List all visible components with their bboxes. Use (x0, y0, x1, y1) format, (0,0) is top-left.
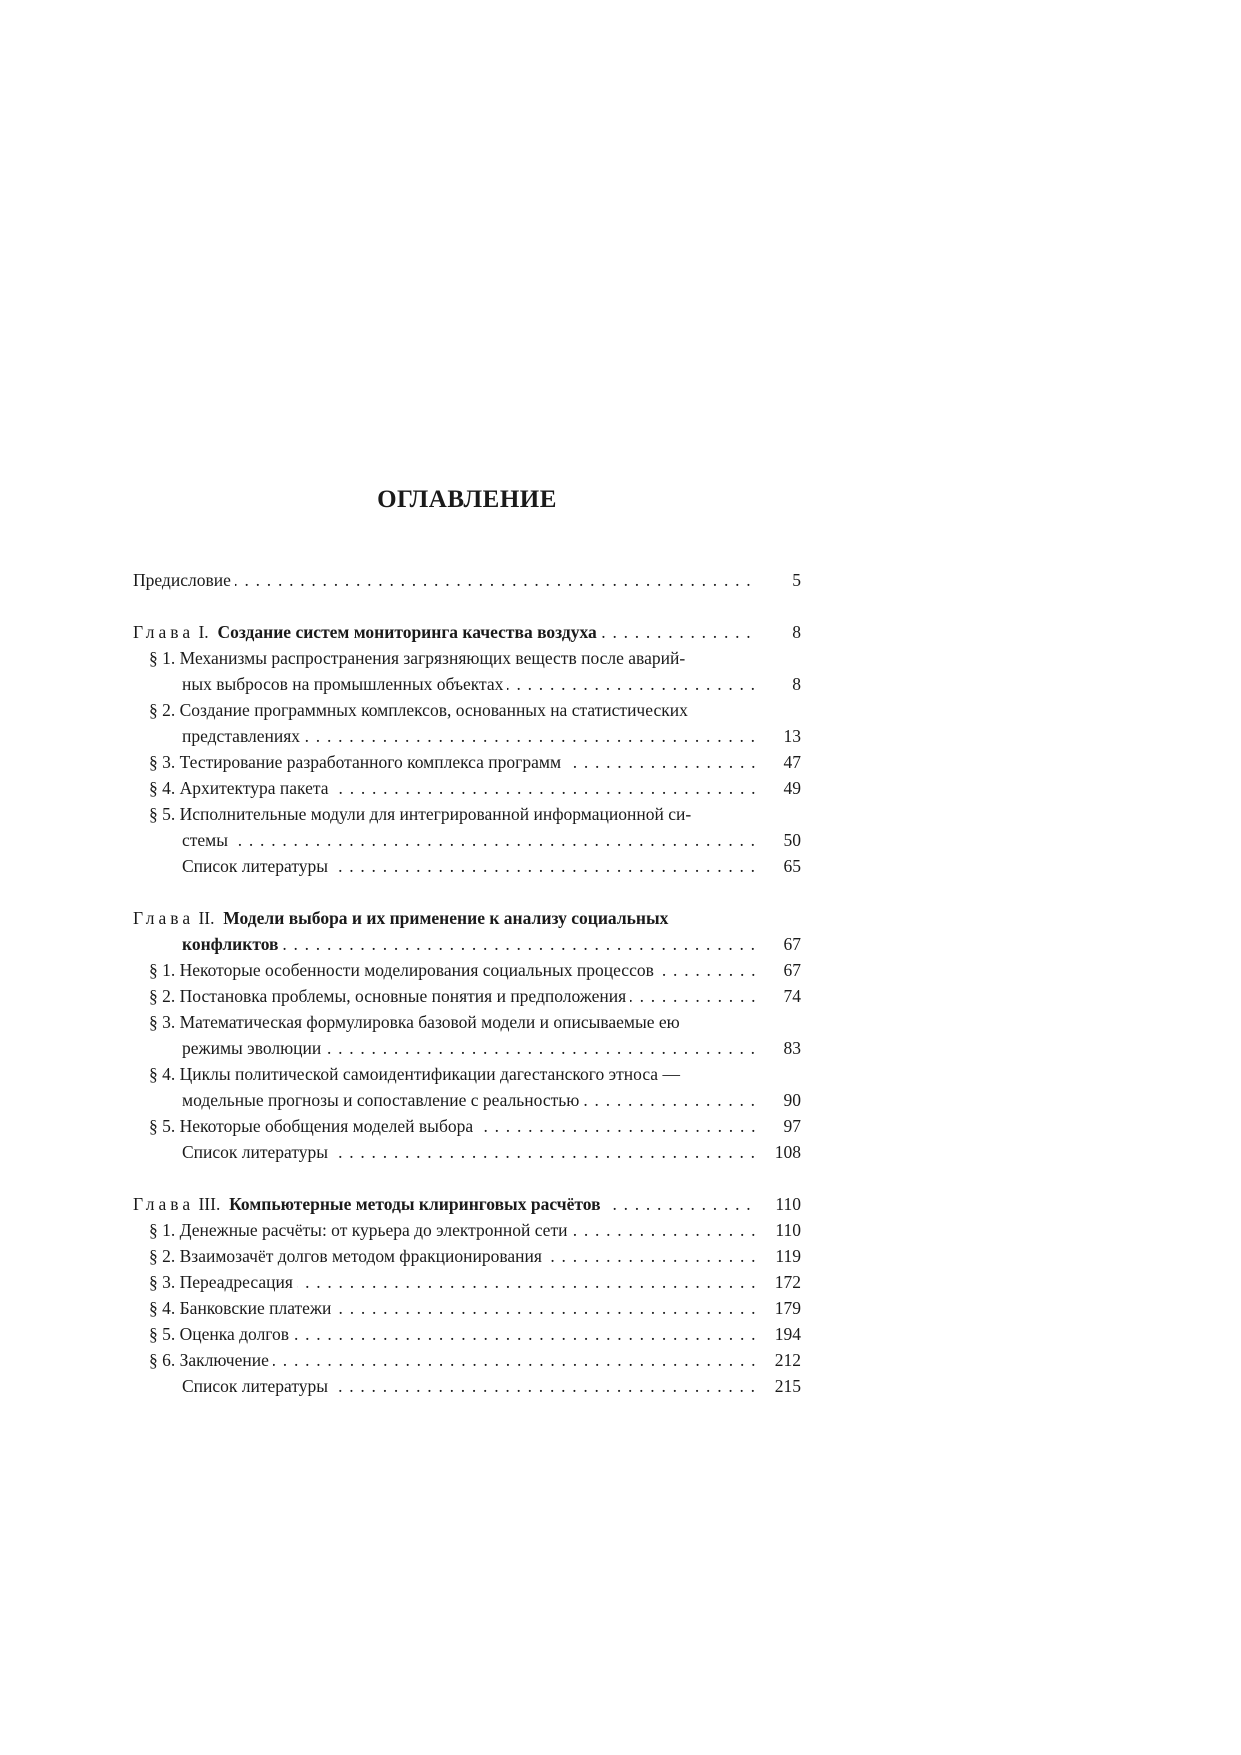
literature-label: Список литературы (182, 856, 332, 876)
chapter-title-cont: конфликтов (182, 934, 282, 954)
section-number: § 1. (149, 1220, 176, 1240)
toc-page-number: 172 (774, 1272, 801, 1292)
toc-page-number: 67 (783, 960, 801, 980)
section-title-cont: модельные прогнозы и сопоставление с реальностью (182, 1090, 583, 1110)
toc-page-number: 110 (775, 1220, 801, 1240)
section-title: Банковские платежи (179, 1298, 332, 1318)
toc-section[interactable] (133, 983, 801, 1009)
toc-section[interactable] (133, 1321, 801, 1347)
section-number: § 2. (149, 1246, 176, 1266)
toc-page-number: 97 (783, 1116, 801, 1136)
chapter-title: Создание систем мониторинга качества воздуха (217, 622, 597, 642)
page-title: ОГЛАВЛЕНИЕ (377, 486, 557, 513)
literature-label: Список литературы (182, 1142, 332, 1162)
toc-literature[interactable] (133, 1373, 801, 1399)
toc-page-number: 108 (774, 1142, 801, 1162)
section-title: Оценка долгов (179, 1324, 290, 1344)
section-number: § 6. (149, 1350, 176, 1370)
section-title: Механизмы распространения загрязняющих веществ после аварий- (179, 648, 686, 668)
chapter-word: Глава (133, 1194, 195, 1214)
section-number: § 5. (149, 1116, 176, 1136)
section-number: § 1. (149, 648, 176, 668)
chapter-title: Модели выбора и их применение к анализу социальных (223, 908, 669, 928)
toc-section[interactable] (133, 749, 801, 775)
toc-literature[interactable] (133, 1139, 801, 1165)
section-title: Постановка проблемы, основные понятия и предположения (179, 986, 627, 1006)
chapter-title: Компьютерные методы клиринговых расчётов (229, 1194, 601, 1214)
section-title: Взаимозачёт долгов методом фракционирования (179, 1246, 542, 1266)
section-title-cont: представлениях (182, 726, 304, 746)
chapter-word: Глава (133, 908, 195, 928)
toc-section[interactable] (133, 1243, 801, 1269)
chapter-number: III. (198, 1194, 221, 1214)
toc-page-number: 194 (774, 1324, 801, 1344)
toc-entry-preface[interactable] (133, 567, 801, 593)
table-of-contents (133, 567, 801, 1399)
section-title: Заключение (179, 1350, 269, 1370)
toc-section[interactable] (133, 801, 801, 853)
toc-section[interactable] (133, 775, 801, 801)
section-number: § 2. (149, 986, 176, 1006)
section-title: Некоторые особенности моделирования социальных процессов (179, 960, 654, 980)
literature-label: Список литературы (182, 1376, 332, 1396)
toc-page-number: 74 (783, 986, 801, 1006)
section-title: Тестирование разработанного комплекса программ (179, 752, 562, 772)
section-number: § 2. (149, 700, 176, 720)
toc-page-number: 8 (792, 622, 801, 642)
section-number: § 3. (149, 1272, 176, 1292)
toc-page-number: 179 (774, 1298, 801, 1318)
section-title-cont: режимы эволюции (182, 1038, 325, 1058)
chapter-number: II. (198, 908, 215, 928)
toc-section[interactable] (133, 1295, 801, 1321)
toc-section[interactable] (133, 957, 801, 983)
toc-page-number: 215 (774, 1376, 801, 1396)
toc-section[interactable] (133, 1113, 801, 1139)
section-title-cont: ных выбросов на промышленных объектах (182, 674, 507, 694)
toc-page-number: 5 (792, 570, 801, 590)
toc-page-number: 212 (774, 1350, 801, 1370)
section-title: Архитектура пакета (179, 778, 329, 798)
toc-chapter-1[interactable] (133, 619, 801, 645)
chapter-word: Глава (133, 622, 195, 642)
section-number: § 4. (149, 778, 176, 798)
section-title: Создание программных комплексов, основанных на статистических (179, 700, 688, 720)
section-title: Некоторые обобщения моделей выбора (179, 1116, 474, 1136)
toc-section[interactable] (133, 1269, 801, 1295)
section-title: Циклы политической самоидентификации дагестанского этноса — (179, 1064, 680, 1084)
toc-chapter-3[interactable] (133, 1191, 801, 1217)
section-title-cont: стемы (182, 830, 232, 850)
section-number: § 4. (149, 1064, 176, 1084)
section-number: § 5. (149, 804, 176, 824)
toc-page-number: 119 (775, 1246, 801, 1266)
toc-page-number: 50 (783, 830, 801, 850)
toc-section[interactable] (133, 645, 801, 697)
section-number: § 5. (149, 1324, 176, 1344)
toc-section[interactable] (133, 1347, 801, 1373)
toc-page-number: 49 (783, 778, 801, 798)
section-title: Переадресация (179, 1272, 293, 1292)
toc-page-number: 90 (783, 1090, 801, 1110)
toc-page-number: 67 (783, 934, 801, 954)
section-number: § 1. (149, 960, 176, 980)
toc-entry-label: Предисловие (133, 570, 235, 590)
section-title: Исполнительные модули для интегрированной информационной си- (179, 804, 692, 824)
chapter-number: I. (198, 622, 209, 642)
toc-page-number: 8 (792, 674, 801, 694)
toc-section[interactable] (133, 1217, 801, 1243)
section-number: § 3. (149, 1012, 176, 1032)
toc-page-number: 83 (783, 1038, 801, 1058)
toc-page-number: 47 (783, 752, 801, 772)
toc-section[interactable] (133, 1009, 801, 1061)
section-title: Денежные расчёты: от курьера до электронной сети (179, 1220, 568, 1240)
toc-literature[interactable] (133, 853, 801, 879)
toc-page-number: 13 (783, 726, 801, 746)
toc-section[interactable] (133, 1061, 801, 1113)
toc-section[interactable] (133, 697, 801, 749)
section-number: § 4. (149, 1298, 176, 1318)
toc-page-number: 65 (783, 856, 801, 876)
section-title: Математическая формулировка базовой модели и описываемые ею (179, 1012, 680, 1032)
toc-page-number: 110 (775, 1194, 801, 1214)
section-number: § 3. (149, 752, 176, 772)
toc-chapter-2[interactable] (133, 905, 801, 957)
